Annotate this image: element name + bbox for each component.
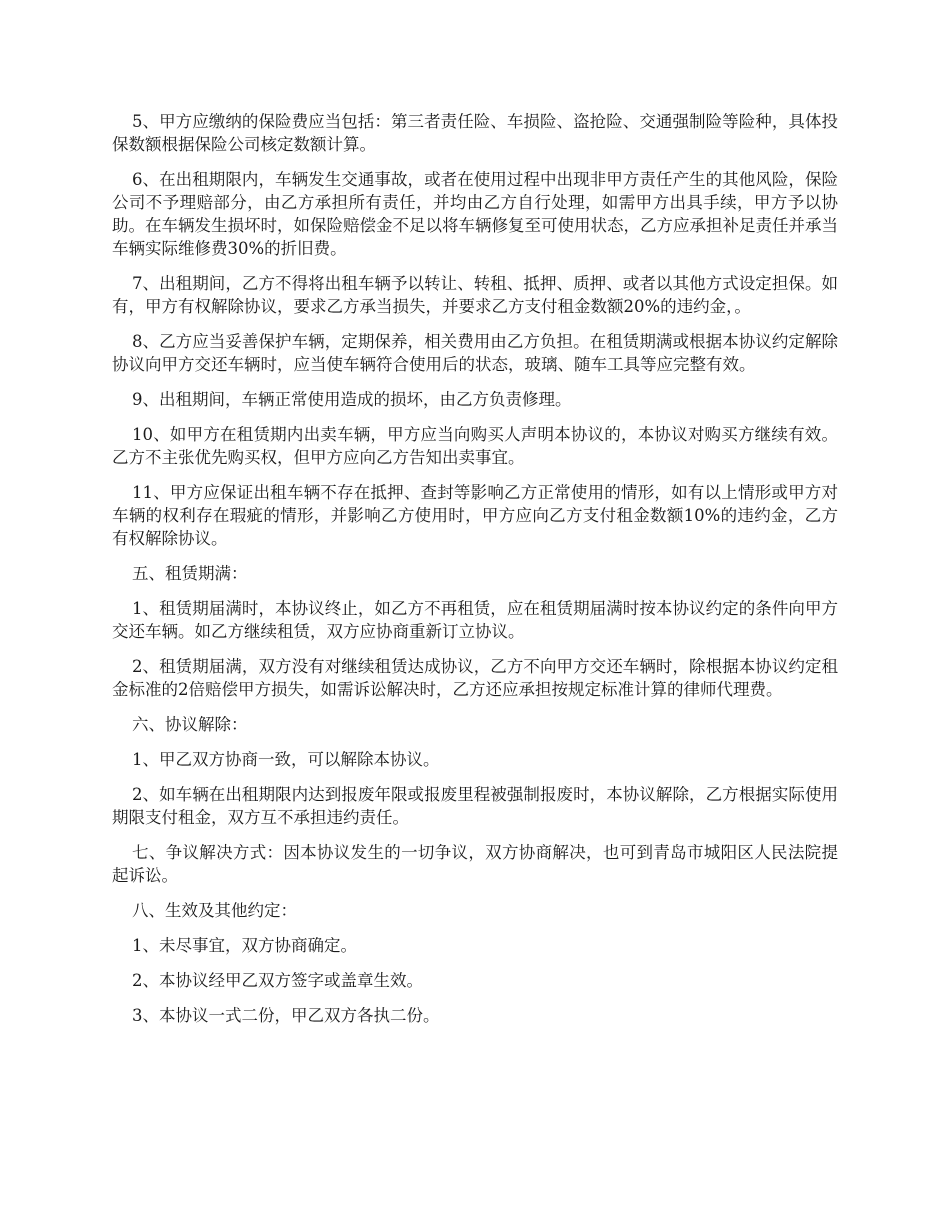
effectiveness-clause-3: 3、本协议一式二份，甲乙双方各执二份。 [132,1006,440,1025]
expiry-clause-1: 1、租赁期届满时，本协议终止，如乙方不再租赁，应在租赁期届满时按本协议约定的条件向甲方交还车辆。如乙方继续租赁，双方应协商重新订立协议。 [112,599,838,641]
effectiveness-clause-2: 2、本协议经甲乙双方签字或盖章生效。 [132,971,423,990]
termination-clause-1: 1、甲乙双方协商一致，可以解除本协议。 [132,750,440,769]
clause-10-sale: 10、如甲方在租赁期内出卖车辆，甲方应当向购买人声明本协议的，本协议对购买方继续有效。乙方不主张优先购买权，但甲方应向乙方告知出卖事宜。 [112,425,838,467]
clause-9-repair: 9、出租期间，车辆正常使用造成的损坏，由乙方负责修理。 [132,390,572,409]
clause-5-insurance: 5、甲方应缴纳的保险费应当包括：第三者责任险、车损险、盗抢险、交通强制险等险种，具体投保数额根据保险公司核定数额计算。 [112,112,838,154]
effectiveness-clause-1: 1、未尽事宜，双方协商确定。 [132,936,357,955]
expiry-clause-2: 2、租赁期届满，双方没有对继续租赁达成协议，乙方不向甲方交还车辆时，除根据本协议约定租金标准的2倍赔偿甲方损失，如需诉讼解决时，乙方还应承担按规定标准计算的律师代理费。 [112,657,838,699]
termination-clause-2: 2、如车辆在出租期限内达到报废年限或报废里程被强制报废时，本协议解除，乙方根据实际使用期限支付租金，双方互不承担违约责任。 [112,785,838,827]
section-heading-effectiveness: 八、生效及其他约定： [132,901,297,920]
clause-8-maintenance: 8、乙方应当妥善保护车辆，定期保养，相关费用由乙方负担。在租赁期满或根据本协议约定解除协议向甲方交还车辆时，应当使车辆符合使用后的状态，玻璃、随车工具等应完整有效。 [112,332,838,374]
section-dispute-resolution: 七、争议解决方式：因本协议发生的一切争议，双方协商解决，也可到青岛市城阳区人民法院提起诉讼。 [112,843,838,885]
section-heading-lease-expiry: 五、租赁期满： [132,564,248,583]
section-heading-termination: 六、协议解除： [132,715,248,734]
clause-7-no-transfer: 7、出租期间，乙方不得将出租车辆予以转让、转租、抵押、质押、或者以其他方式设定担保。如有，甲方有权解除协议，要求乙方承当损失，并要求乙方支付租金数额20%的违约金，。 [112,274,838,316]
clause-11-guarantee: 11、甲方应保证出租车辆不存在抵押、查封等影响乙方正常使用的情形，如有以上情形或甲方对车辆的权利存在瑕疵的情形，并影响乙方使用时，甲方应向乙方支付租金数额10%的违约金，乙方有权解除协议。 [112,483,838,548]
clause-6-accident-liability: 6、在出租期限内，车辆发生交通事故，或者在使用过程中出现非甲方责任产生的其他风险，保险公司不予理赔部分，由乙方承担所有责任，并均由乙方自行处理，如需甲方出具手续，甲方予以协助。在车辆发生损坏时，如保险赔偿金不足以将车辆修复至可使用状态，乙方应承担补足责任并承当车辆实际维修费30%的折旧费。 [112,170,838,258]
